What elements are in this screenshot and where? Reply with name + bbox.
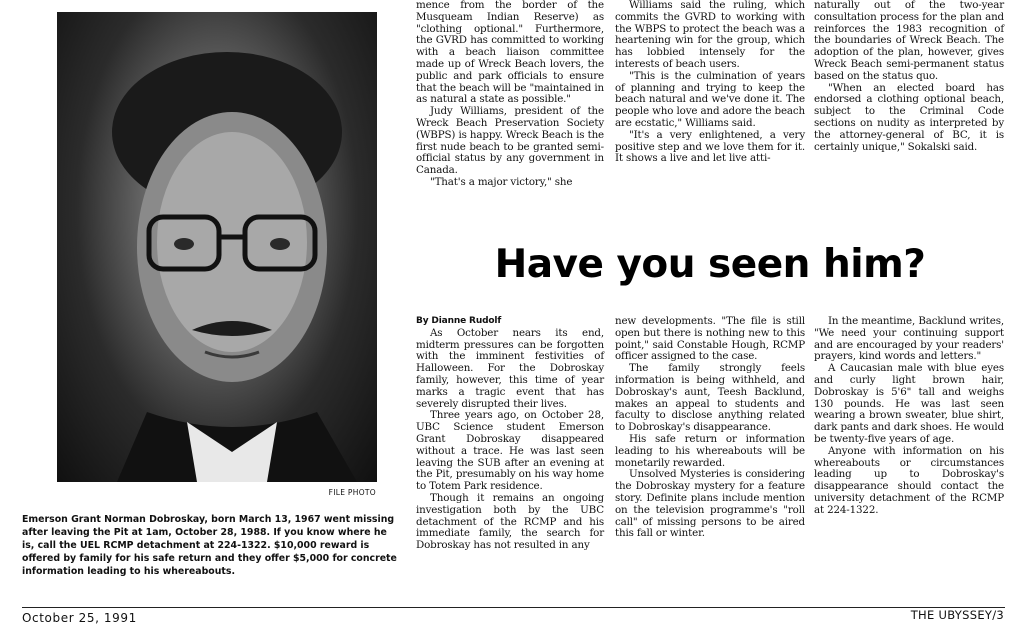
paragraph: As October nears its end, midterm pressures can be forgotten with the imminent festivities of Halloween. For the Dobroskay family, however, this time of year marks a tragic event that has severely disrupted their lives. [416,326,604,410]
paragraph: Judy Williams, president of the Wreck Beach Preservation Society (WBPS) is happy. Wreck Beach is the first nude beach to be granted semi-official status by any government in Canada. [416,105,604,177]
paragraph: Three years ago, on October 28, UBC Science student Emerson Grant Dobroskay disappeared without a trace. He was last seen leaving the SUB after an evening at the Pit, presumably on his way home to Totem Park residence. [416,409,604,493]
paragraph: Unsolved Mysteries is considering the Dobroskay mystery for a feature story. Definite plans include mention on the television programme's "roll call" of missing persons to be aired this fall or winter. [615,468,805,540]
paragraph: mence from the border of the Musqueam Indian Reserve) as "clothing optional." Furthermore, the GVRD has committed to working with a beach liaison committee made up of Wreck Beach lovers, the public and park officials to ensure that the beach will be "maintained in as natural a state as possible." [416,0,604,106]
paragraph: new developments. "The file is still open but there is nothing new to this point," said Constable Hough, RCMP officer assigned to the case. [615,315,805,363]
paragraph: In the meantime, Backlund writes, "We need your continuing support and are encouraged by your readers' prayers, kind words and letters." [814,315,1004,363]
paragraph: Anyone with information on his whereabouts or circumstances leading up to Dobroskay's disappearance should contact the university detachment of the RCMP at 224-1322. [814,444,1004,516]
paragraph: Williams said the ruling, which commits the GVRD to working with the WBPS to protect the beach was a heartening win for the group, which has lobbied intensely for the interests of beach users. [615,0,805,70]
missing-story-column-1 [416,316,604,552]
paragraph: His safe return or information leading to his whereabouts will be monetarily rewarded. [615,432,805,469]
paragraph: "When an elected board has endorsed a clothing optional beach, subject to the Criminal Code sections on nudity as interpreted by the attorney-general of BC, it is certainly unique," Sokalski said. [814,81,1004,153]
footer-date: October 25, 1991 [22,611,137,625]
paragraph: "That's a major victory," she [430,175,573,188]
paragraph: The family strongly feels information is being withheld, and Dobroskay's aunt, Teesh Backlund, makes an appeal to students and faculty to disclose anything related to Dobroskay's disappearance. [615,362,805,434]
paragraph: naturally out of the two-year consultation process for the plan and reinforces the 1983 recognition of the boundaries of Wreck Beach. The adoption of the plan, however, gives Wreck Beach semi-permanent status based on the status quo. [814,0,1004,82]
top-story-column-2 [615,0,805,165]
paragraph: "It's a very enlightened, a very positive step and we love them for it. It shows a live and let live atti- [615,128,805,165]
photo-credit: FILE PHOTO [328,488,376,497]
missing-story-column-2 [615,316,805,540]
paragraph: A Caucasian male with blue eyes and curly light brown hair, Dobroskay is 5'6" tall and weighs 130 pounds. He was last seen wearing a brown sweater, blue shirt, dark pants and dark shoes. He would be twenty-five years of age. [814,362,1004,445]
byline: By Dianne Rudolf [416,316,502,326]
portrait-illustration [57,12,377,482]
top-story-column-1 [416,0,604,189]
missing-story-column-3 [814,316,1004,517]
photo-caption: Emerson Grant Norman Dobroskay, born March 13, 1967 went missing after leaving the Pit at 1am, October 28, 1988. If you know where he is, call the UEL RCMP detachment at 224-1322. $10,000 reward is offered by family for his safe return and they offer $5,000 for concrete information leading to his whereabouts. [22,514,397,577]
paragraph: Though it remains an ongoing investigation both by the UBC detachment of the RCMP and his immediate family, the search for Dobroskay has not resulted in any [416,491,604,552]
footer-publication: THE UBYSSEY/3 [910,608,1004,622]
headline: Have you seen him? [494,242,926,287]
footer-rule [22,607,1005,608]
paragraph: "This is the culmination of years of planning and trying to keep the beach natural and we've done it. The people who love and adore the beach are ecstatic," Williams said. [615,69,805,129]
portrait-photo [57,12,377,482]
top-story-column-3 [814,0,1004,153]
